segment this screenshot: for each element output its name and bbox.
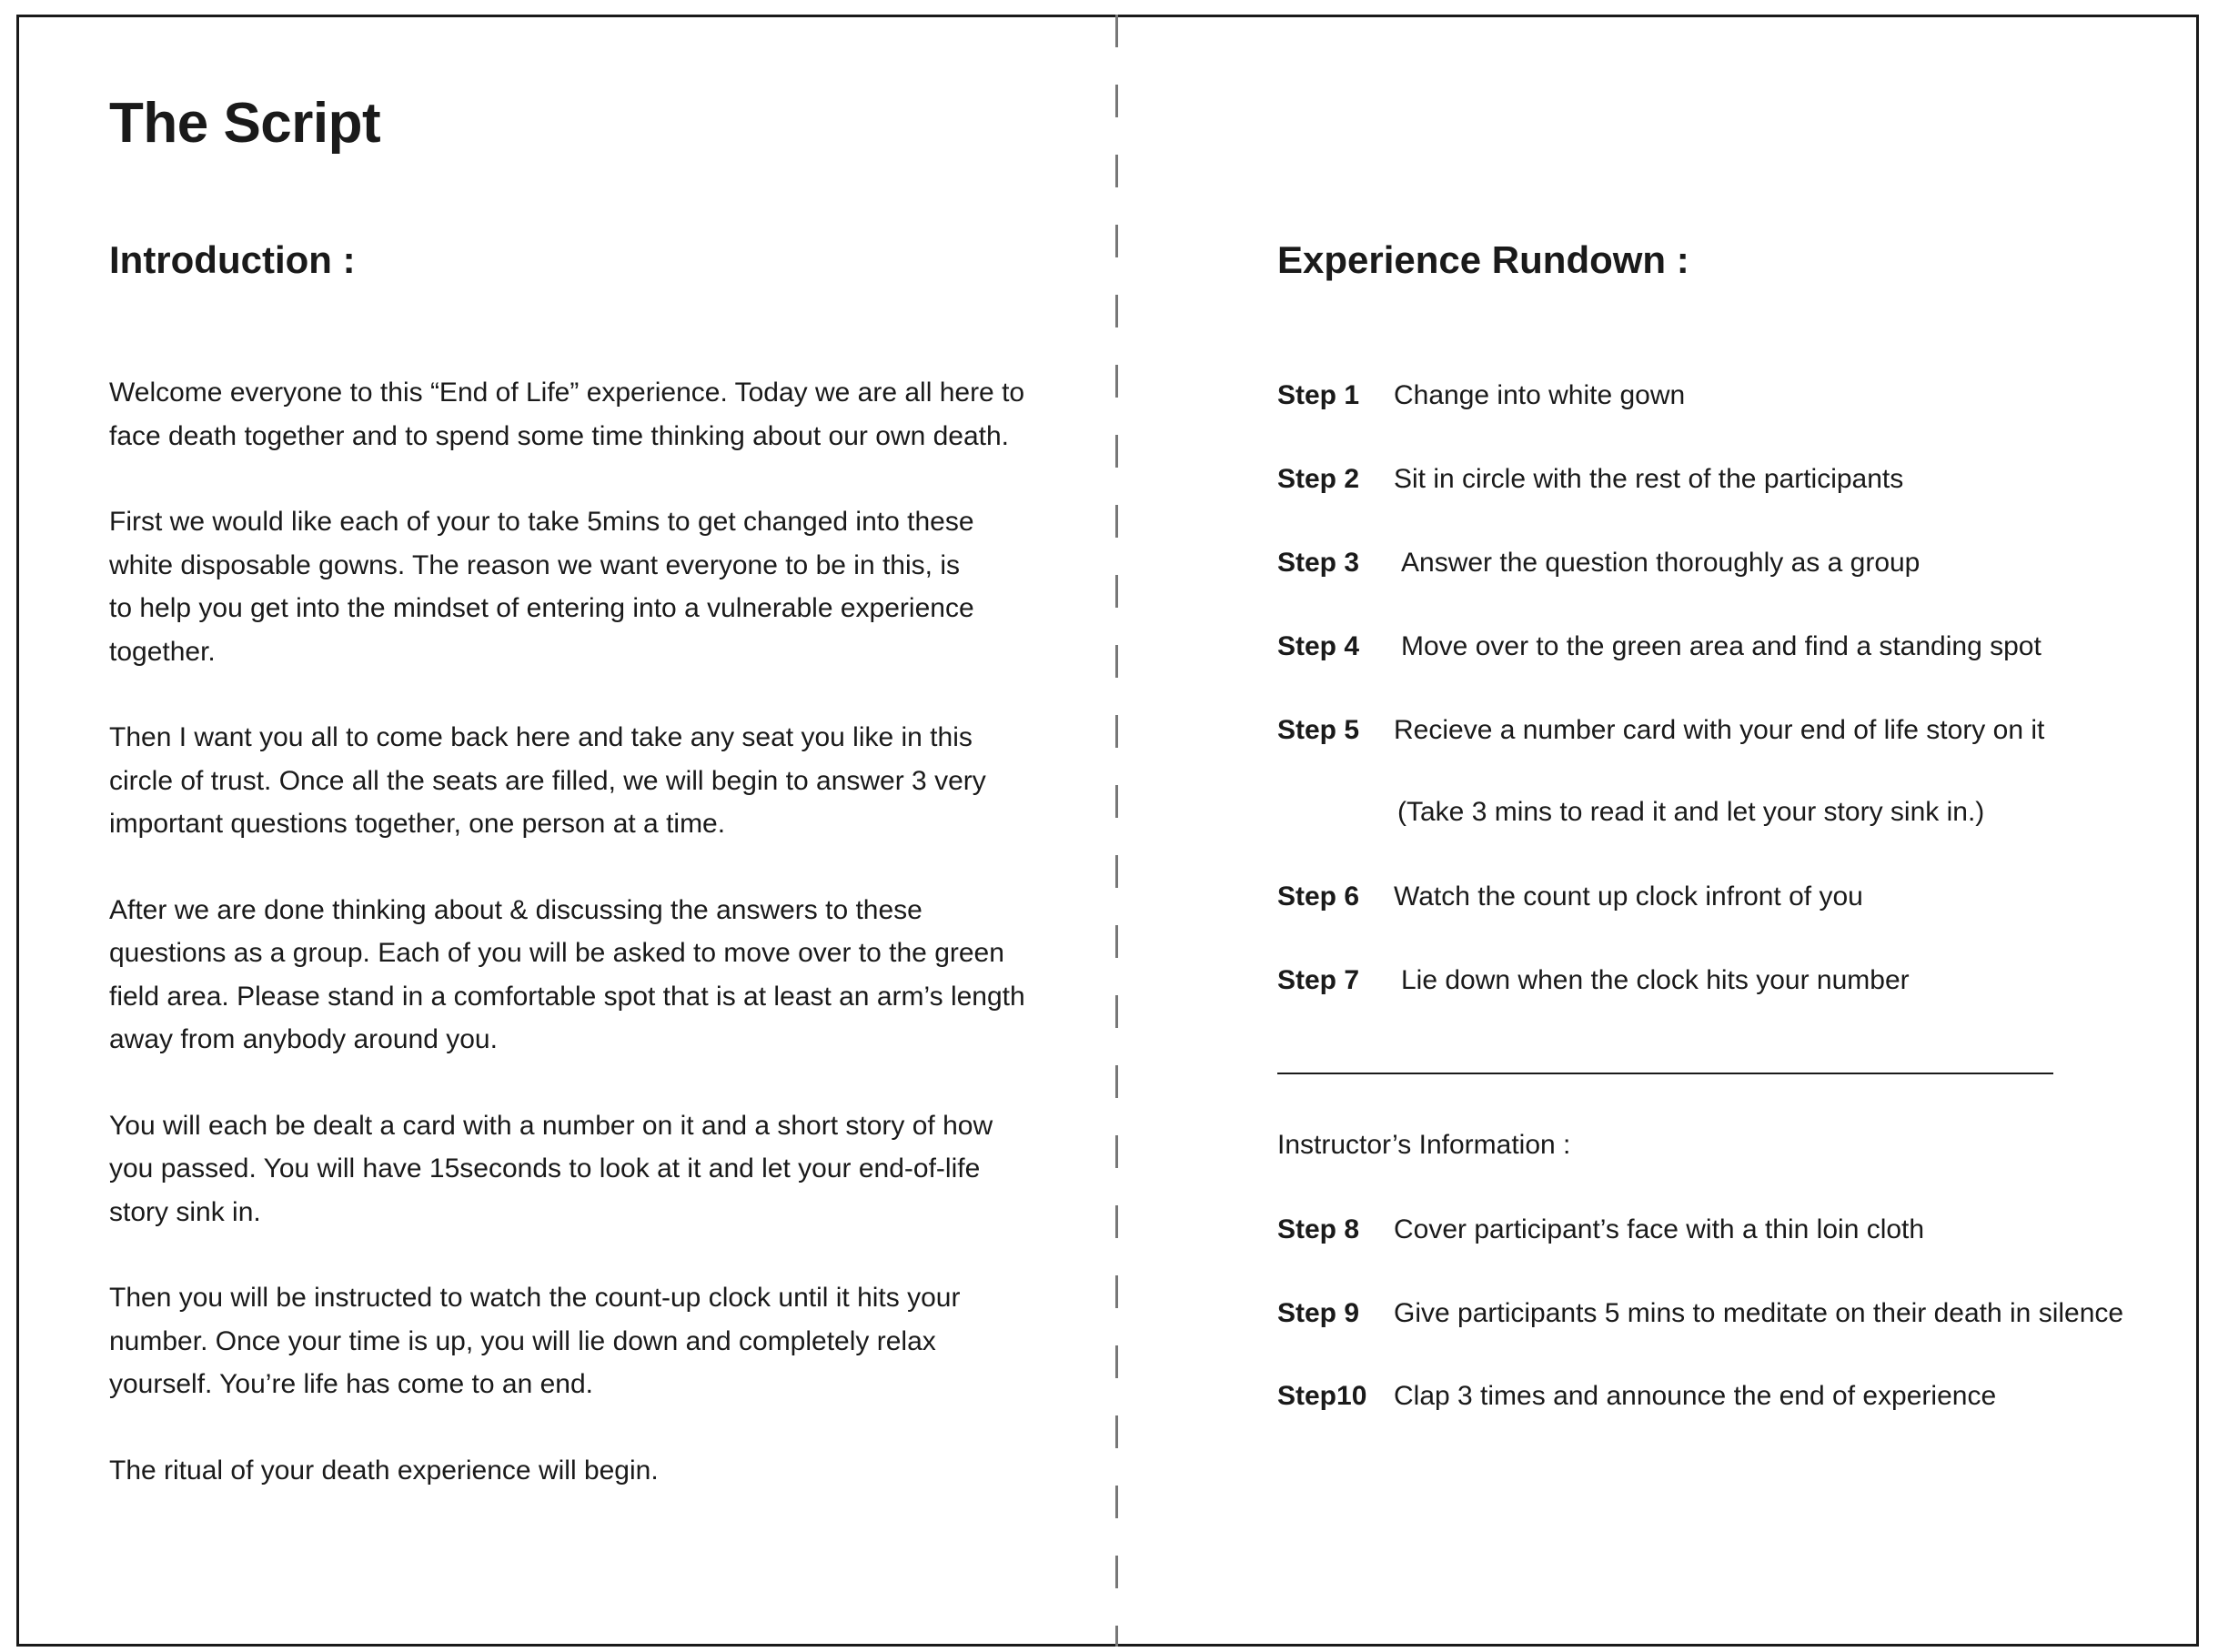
step-5-note: (Take 3 mins to read it and let your story sink in.) [1397,797,1985,827]
intro-paragraph-ritual: The ritual of your death experience will begin. [109,1455,659,1486]
intro-paragraph-circle: Then I want you all to come back here and take any seat you like in this circle of trust. Once all the seats are filled, we will begin to answer 3 very important questions together, one person at a time. [109,722,986,839]
step-text: Cover participant’s face with a thin loin cloth [1394,1214,1925,1244]
step-label: Step 8 [1277,1214,1360,1244]
step-text: Recieve a number card with your end of life story on it [1394,715,2045,745]
instructor-info-heading: Instructor’s Information : [1277,1130,1571,1160]
step-label: Step 1 [1277,380,1360,410]
step-text: Watch the count up clock infront of you [1394,881,1863,912]
center-fold-dashed-line [1115,15,1118,1647]
intro-paragraph-welcome: Welcome everyone to this “End of Life” experience. Today we are all here to face death together and to spend some time thinking about our own death. [109,378,1025,451]
intro-paragraph-clock: Then you will be instructed to watch the count-up clock until it hits your number. Once your time is up, you will lie down and completely relax yourself. You’re life has come to an end. [109,1283,961,1399]
rundown-heading: Experience Rundown : [1277,238,1689,281]
step-text: Lie down when the clock hits your number [1401,965,1910,995]
document-title: The Script [109,92,381,155]
step-text: Give participants 5 mins to meditate on their death in silence [1394,1298,2124,1328]
intro-paragraph-green-field: After we are done thinking about & discussing the answers to these questions as a group. Each of you will be asked to move over to the green field area. Please stand in a comfortable spot that is at least an arm’s length away from anybody around you. [109,894,1025,1054]
step-label: Step 2 [1277,464,1360,494]
section-divider [1277,1073,2053,1074]
step-label: Step 6 [1277,881,1360,912]
intro-paragraph-gowns: First we would like each of your to take 5mins to get changed into these white disposable gowns. The reason we want everyone to be in this, is to help you get into the mindset of entering into a vulnerable experience together. [109,507,974,667]
introduction-heading: Introduction : [109,238,356,281]
step-text: Clap 3 times and announce the end of experience [1394,1381,1997,1411]
step-label: Step 9 [1277,1298,1360,1328]
step-text: Change into white gown [1394,380,1686,410]
step-text: Answer the question thoroughly as a group [1401,548,1921,578]
step-text: Sit in circle with the rest of the participants [1394,464,1904,494]
step-label: Step 4 [1277,631,1360,661]
step-label: Step 5 [1277,715,1360,745]
introduction-body [109,371,1037,1535]
step-label: Step10 [1277,1381,1367,1411]
step-label: Step 3 [1277,548,1360,578]
intro-paragraph-card: You will each be dealt a card with a number on it and a short story of how you passed. You will have 15seconds to look at it and let your end-of-life story sink in. [109,1110,993,1227]
step-text: Move over to the green area and find a standing spot [1401,631,2042,661]
step-label: Step 7 [1277,965,1360,995]
